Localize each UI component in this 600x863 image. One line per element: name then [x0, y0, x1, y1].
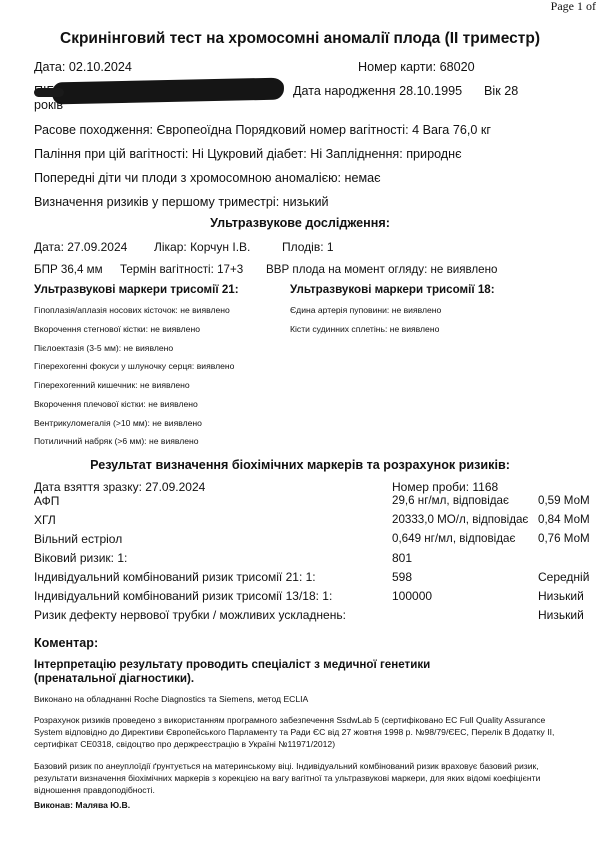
t21-marker: Вкорочення стегнової кістки: не виявлено [34, 324, 200, 334]
risk-name: Індивідуальний комбінований ризик трисомії 21: 1: [34, 570, 316, 584]
risk-name: Віковий ризик: 1: [34, 551, 128, 565]
t21-marker: Вкорочення плечової кістки: не виявлено [34, 399, 198, 409]
interpretation-line-2: (пренатальної діагностики). [34, 672, 195, 685]
marker-mom: 0,84 МоМ [538, 513, 590, 526]
marker-value: 20333,0 МО/л, відповідає [392, 513, 529, 526]
ultrasound-heading: Ультразвукове дослідження: [210, 216, 390, 230]
sample-number: Номер проби: 1168 [392, 480, 499, 494]
interpretation-line-1: Інтерпретацію результату проводить спеціаліст з медичної генетики [34, 658, 431, 671]
card-number: Номер карти: 68020 [358, 60, 475, 74]
risk-value: 598 [392, 570, 413, 584]
comment-heading: Коментар: [34, 636, 99, 650]
risk-name: Ризик дефекту нервової трубки / можливих ускладнень: [34, 608, 346, 622]
risk-value: 801 [392, 551, 413, 565]
biochem-heading: Результат визначення біохімічних маркерів та розрахунок ризиків: [90, 458, 510, 472]
t21-marker: Пієлоектазія (3-5 мм): не виявлено [34, 343, 174, 353]
t21-marker: Потиличний набряк (>6 мм): не виявлено [34, 436, 199, 446]
software-note: Розрахунок ризиків проведено з використанням програмного забезпечення SsdwLab 5 (сертифіковано ЕС Full Quality Assurance System відповідно до Директиви Європейського Парламенту та Ради ЄС від 27 жовтня 1998 р. №98/79/ЄЕС, Перелік В Додатку ІІ, сертифікат CE0318, свідоцтво про держреєстрацію в Україні №11971/2012) [34, 715, 555, 749]
t21-marker: Гіпоплазія/аплазія носових кісточок: не виявлено [34, 305, 230, 315]
first-trimester-risk: Визначення ризиків у першому триместрі: низький [34, 195, 329, 209]
ultrasound-bpr: БПР 36,4 мм [34, 263, 103, 276]
smoking-line: Паління при цій вагітності: Ні Цукровий діабет: Ні Запліднення: природнє [34, 147, 462, 161]
ultrasound-date: Дата: 27.09.2024 [34, 240, 128, 254]
base-risk-note: Базовий ризик по анеуплоїдії ґрунтується на материнському віці. Індивідуальний комбінований ризик враховує базовий ризик, результати визначення біохімічних маркерів з корекцією на вагу вагітної та ультразвукові маркери, для яких відомі коефіцієнти відношення правдоподібності. [34, 761, 541, 795]
marker-name: ХГЛ [34, 513, 56, 527]
risk-level: Низький [538, 589, 584, 603]
t18-heading: Ультразвукові маркери трисомії 18: [290, 283, 495, 296]
t18-marker: Єдина артерія пуповини: не виявлено [290, 305, 442, 315]
marker-name: АФП [34, 494, 60, 508]
ultrasound-fetuses: Плодів: 1 [282, 240, 334, 254]
t21-marker: Гіперехогенний кишечник: не виявлено [34, 380, 190, 390]
previous-children: Попередні діти чи плоди з хромосомною аномалією: немає [34, 171, 381, 185]
age: Вік 28 [484, 84, 519, 98]
ultrasound-term: Термін вагітності: 17+3 [120, 263, 244, 276]
race-line: Расове походження: Європеоїдна Порядковий номер вагітності: 4 Вага 76,0 кг [34, 123, 491, 137]
exam-date: Дата: 02.10.2024 [34, 60, 132, 74]
redaction-mark [52, 78, 284, 105]
t21-marker: Гіперехогенні фокуси у шлуночку серця: виявлено [34, 361, 235, 371]
birth-date: Дата народження 28.10.1995 [293, 84, 463, 98]
risk-value: 100000 [392, 589, 433, 603]
redaction-mark-tail [34, 88, 64, 97]
risk-level: Низький [538, 608, 584, 622]
marker-value: 0,649 нг/мл, відповідає [392, 532, 516, 545]
t18-marker: Кісти судинних сплетінь: не виявлено [290, 324, 440, 334]
marker-mom: 0,76 МоМ [538, 532, 590, 545]
risk-name: Індивідуальний комбінований ризик трисомії 13/18: 1: [34, 589, 333, 603]
age-suffix: років [34, 98, 64, 112]
marker-mom: 0,59 МоМ [538, 494, 590, 507]
equipment-note: Виконано на обладнанні Roche Diagnostics та Siemens, метод ECLIA [34, 694, 309, 704]
page-number: Page 1 of [550, 0, 596, 13]
marker-value: 29,6 нг/мл, відповідає [392, 494, 509, 507]
sample-date: Дата взяття зразку: 27.09.2024 [34, 480, 206, 494]
document-title: Скринінговий тест на хромосомні аномалії плода (II триместр) [60, 30, 540, 47]
performed-by: Виконав: Малява Ю.В. [34, 800, 131, 810]
t21-marker: Вентрикуломегалія (>10 мм): не виявлено [34, 418, 202, 428]
marker-name: Вільний естріол [34, 532, 123, 546]
ultrasound-doctor: Лікар: Корчун І.В. [154, 240, 251, 254]
risk-level: Середній [538, 570, 590, 584]
ultrasound-vvr: ВВР плода на момент огляду: не виявлено [266, 263, 498, 276]
t21-heading: Ультразвукові маркери трисомії 21: [34, 283, 239, 296]
